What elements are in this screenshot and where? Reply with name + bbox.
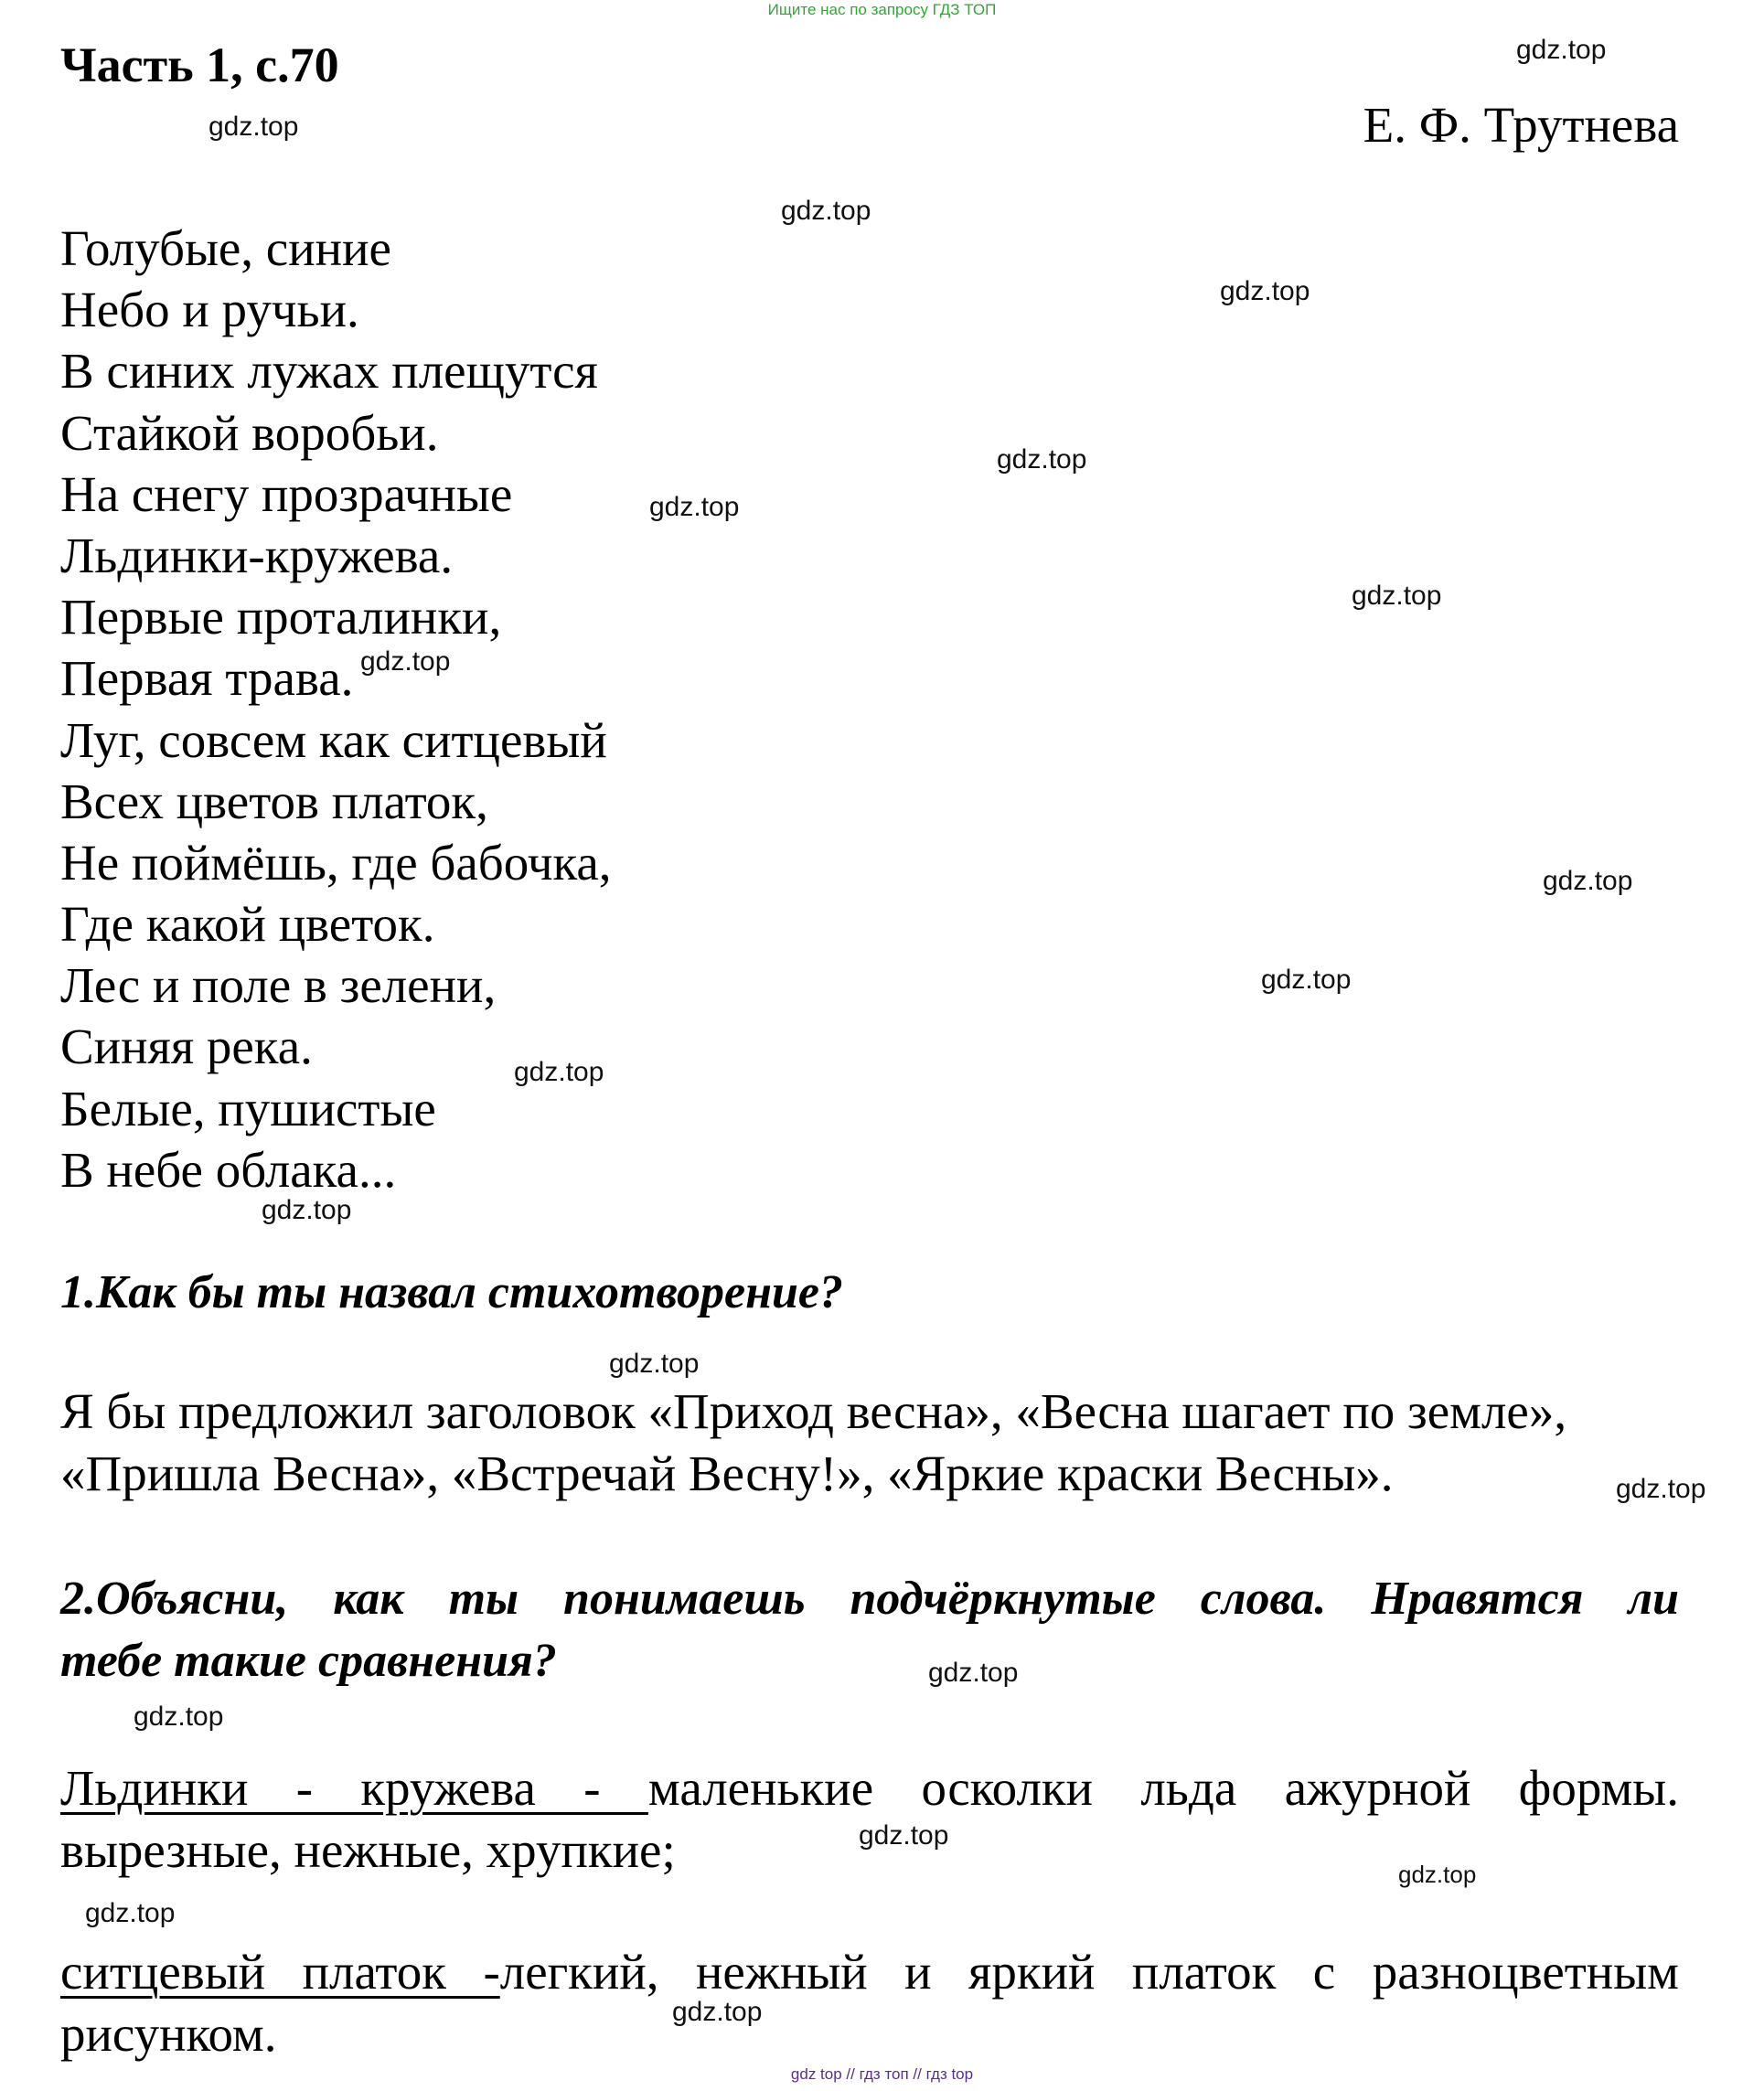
- watermark: gdz.top: [609, 1349, 700, 1379]
- poem-line: Лес и поле в зелени,: [60, 957, 497, 1014]
- question-2-line-1: 2.Объясни, как ты понимаешь подчёркнутые слова. Нравятся ли: [60, 1573, 1679, 1625]
- poem-line: Всех цветов платок,: [60, 773, 488, 829]
- watermark: gdz.top: [672, 1997, 763, 2027]
- answer-2-item-2-text: легкий, нежный и яркий платок с разноцветным: [499, 1944, 1679, 2000]
- watermark: gdz.top: [859, 1820, 949, 1851]
- poem-line: Голубые, синие: [60, 220, 391, 276]
- poem-line: Небо и ручьи.: [60, 282, 359, 338]
- answer-1-line-2: «Пришла Весна», «Встречай Весну!», «Яркие краски Весны».: [60, 1446, 1394, 1501]
- poem-line: Белые, пушистые: [60, 1080, 436, 1136]
- watermark: gdz.top: [85, 1898, 176, 1928]
- watermark: gdz.top: [1220, 276, 1310, 306]
- watermark: gdz.top: [649, 492, 740, 522]
- poem-line: Синяя река.: [60, 1019, 313, 1075]
- underlined-term-platok: ситцевый платок -: [60, 1944, 500, 2000]
- watermark: gdz.top: [262, 1195, 352, 1225]
- watermark: gdz.top: [514, 1057, 604, 1087]
- watermark: gdz.top: [997, 444, 1087, 475]
- poem-line: Луг, совсем как ситцевый: [60, 711, 607, 768]
- answer-2-item-1: [60, 1757, 1679, 1819]
- top-banner: Ищите нас по запросу ГДЗ ТОП: [767, 1, 997, 18]
- watermark: gdz.top: [1352, 581, 1442, 611]
- answer-2-item-1-line-2: вырезные, нежные, хрупкие;: [60, 1822, 676, 1878]
- watermark: gdz.top: [360, 646, 451, 677]
- poem-line: На снегу прозрачные: [60, 465, 513, 522]
- watermark: gdz.top: [1543, 866, 1633, 896]
- poem-line: В небе облака...: [60, 1141, 397, 1198]
- watermark: gdz.top: [928, 1658, 1019, 1688]
- question-1: 1.Как бы ты назвал стихотворение?: [60, 1266, 843, 1318]
- poem-line: Где какой цветок.: [60, 896, 435, 953]
- watermark: gdz.top: [1398, 1861, 1477, 1888]
- question-2-line-2: тебе такие сравнения?: [60, 1635, 557, 1687]
- watermark: gdz.top: [781, 196, 871, 226]
- poem-author: Е. Ф. Трутнева: [1363, 97, 1679, 153]
- poem-line: Первая трава.: [60, 650, 354, 707]
- poem-line: Стайкой воробьи.: [60, 404, 439, 461]
- watermark: gdz.top: [1516, 35, 1607, 65]
- poem-line: Первые проталинки,: [60, 589, 502, 645]
- poem-line: Не поймёшь, где бабочка,: [60, 834, 612, 891]
- answer-2-item-2: [60, 1941, 1679, 2003]
- watermark: gdz.top: [1616, 1474, 1706, 1504]
- footer-links: gdz top // гдз топ // гдз top: [790, 2065, 974, 2083]
- watermark: gdz.top: [134, 1702, 224, 1732]
- watermark: gdz.top: [1261, 965, 1352, 995]
- answer-1-line-1: Я бы предложил заголовок «Приход весна», «Весна шагает по земле»,: [60, 1383, 1567, 1439]
- poem: [60, 218, 612, 1200]
- answer-2-item-1-text: маленькие осколки льда ажурной формы.: [647, 1760, 1679, 1816]
- page-title: Часть 1, с.70: [60, 37, 339, 92]
- poem-line: В синих лужах плещутся: [60, 343, 598, 400]
- underlined-term-ldinki: Льдинки - кружева -: [60, 1760, 648, 1816]
- answer-2-item-2-line-2: рисунком.: [60, 2006, 277, 2062]
- poem-line: Льдинки-кружева.: [60, 527, 454, 583]
- watermark: gdz.top: [208, 112, 299, 142]
